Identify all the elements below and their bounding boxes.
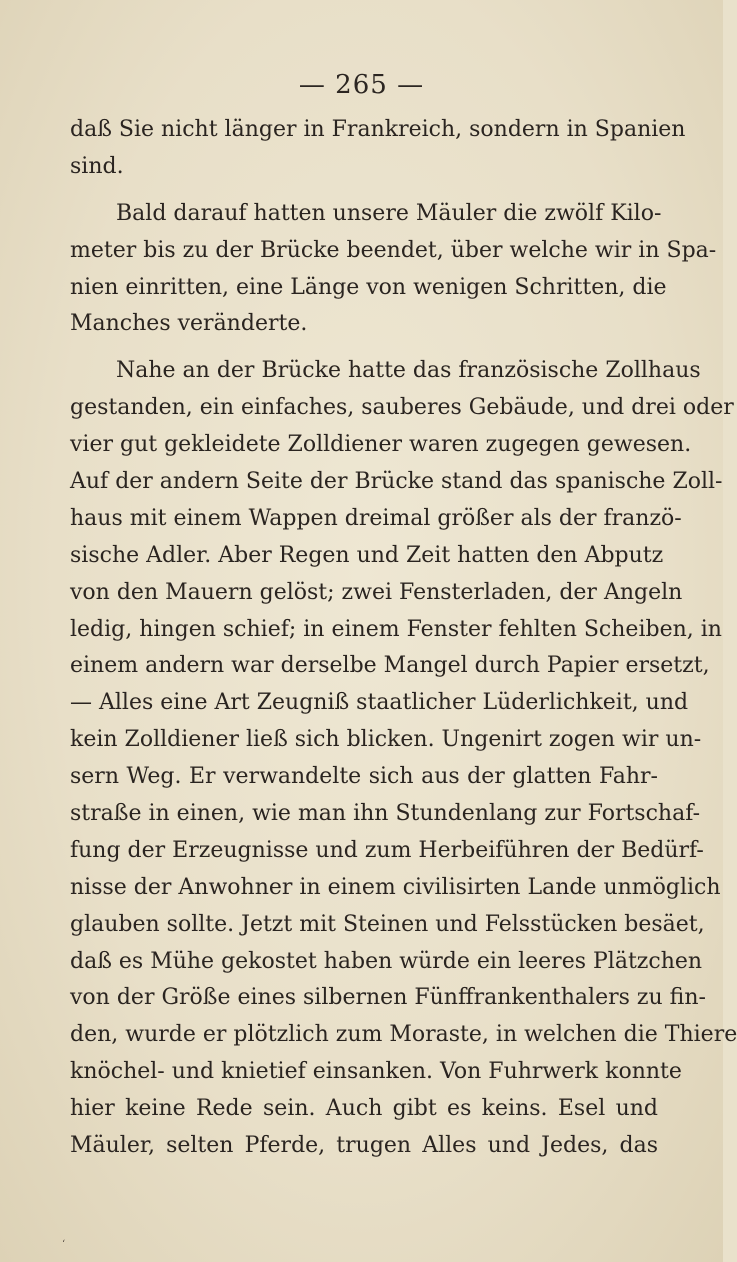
- text-line: von den Mauern gelöst; zwei Fensterladen, der Angeln: [70, 579, 683, 605]
- page-number: — 265 —: [298, 70, 425, 100]
- text-line: Manches veränderte.: [70, 311, 308, 337]
- text-line: daß es Mühe gekostet haben würde ein leeres Plätzchen: [70, 948, 703, 974]
- text-line: Auf der andern Seite der Brücke stand das spanische Zoll-: [70, 469, 723, 495]
- text-line: nisse der Anwohner in einem civilisirten Lande unmöglich: [70, 874, 721, 900]
- text-line: hier keine Rede sein. Auch gibt es keins. Esel und: [70, 1096, 658, 1122]
- paragraph-gap: [70, 343, 658, 353]
- text-line: Mäuler, selten Pferde, trugen Alles und Jedes, das: [70, 1133, 658, 1159]
- paragraph-gap: [70, 186, 658, 196]
- text-line: ledig, hingen schief; in einem Fenster fehlten Scheiben, in: [70, 616, 722, 642]
- text-line: vier gut gekleidete Zolldiener waren zugegen gewesen.: [70, 432, 692, 458]
- text-line: sind.: [70, 153, 124, 179]
- text-line: einem andern war derselbe Mangel durch Papier ersetzt,: [70, 653, 710, 679]
- text-line: Nahe an der Brücke hatte das französische Zollhaus: [116, 358, 701, 384]
- text-line: sische Adler. Aber Regen und Zeit hatten den Abputz: [70, 542, 664, 568]
- text-line: sern Weg. Er verwandelte sich aus der glatten Fahr-: [70, 764, 658, 790]
- text-line: glauben sollte. Jetzt mit Steinen und Felsstücken besäet,: [70, 911, 705, 937]
- text-line: von der Größe eines silbernen Fünffrankenthalers zu fin-: [70, 985, 706, 1011]
- text-line: meter bis zu der Brücke beendet, über welche wir in Spa-: [70, 237, 717, 263]
- print-speck: ‘: [62, 1239, 66, 1250]
- text-line: nien einritten, eine Länge von wenigen Schritten, die: [70, 274, 667, 300]
- text-line: den, wurde er plötzlich zum Moraste, in welchen die Thiere: [70, 1022, 737, 1048]
- body-text: [70, 112, 737, 1165]
- text-line: straße in einen, wie man ihn Stundenlang zur Fortschaf-: [70, 801, 700, 827]
- text-line: — Alles eine Art Zeugniß staatlicher Lüderlichkeit, und: [70, 690, 689, 716]
- text-line: fung der Erzeugnisse und zum Herbeiführen der Bedürf-: [70, 837, 704, 863]
- text-line: knöchel- und knietief einsanken. Von Fuhrwerk konnte: [70, 1059, 682, 1085]
- text-line: haus mit einem Wappen dreimal größer als der franzö-: [70, 505, 682, 531]
- text-line: daß Sie nicht länger in Frankreich, sondern in Spanien: [70, 117, 686, 142]
- text-line: Bald darauf hatten unsere Mäuler die zwölf Kilo-: [116, 200, 662, 226]
- text-line: gestanden, ein einfaches, sauberes Gebäude, und drei oder: [70, 395, 734, 421]
- text-line: kein Zolldiener ließ sich blicken. Ungenirt zogen wir un-: [70, 727, 702, 753]
